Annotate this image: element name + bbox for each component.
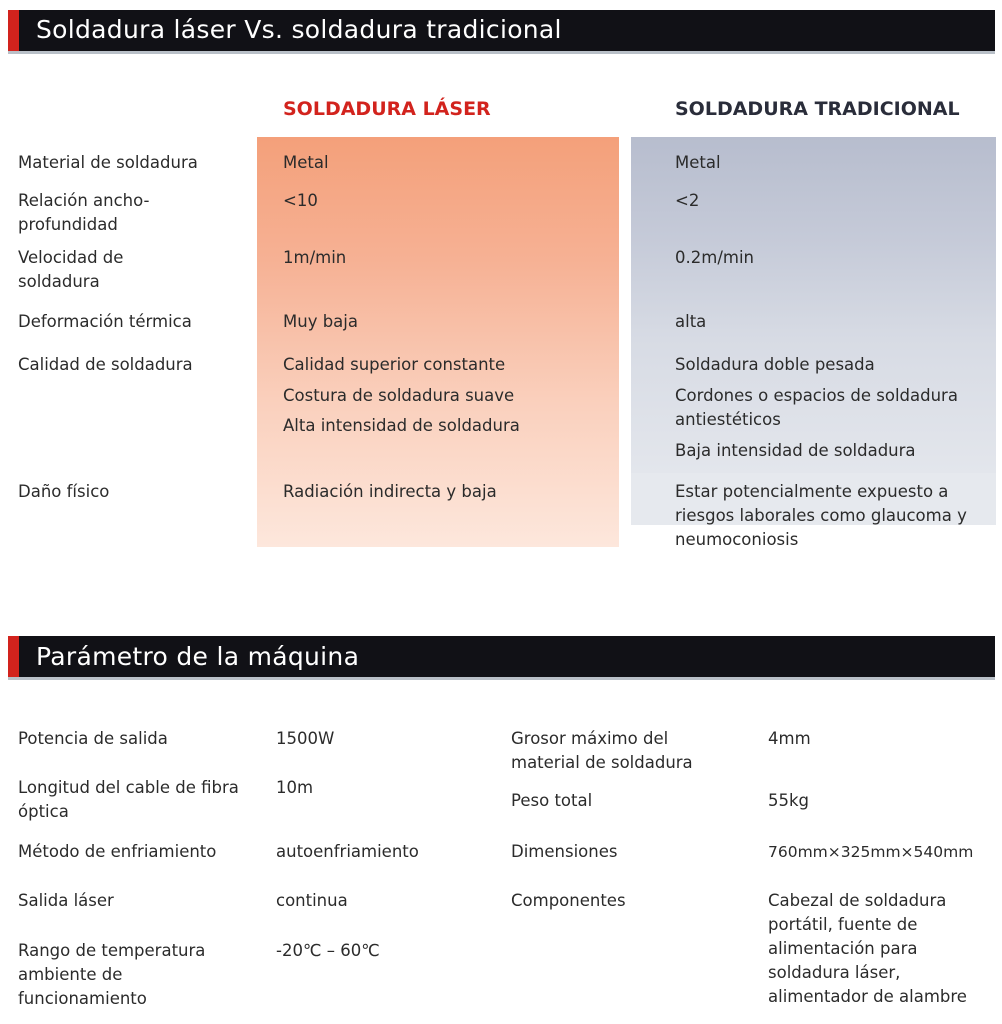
section-header-parameters [8, 636, 995, 680]
param-label: Longitud del cable de fibra óptica [18, 778, 239, 821]
laser-column-header: SOLDADURA LÁSER [283, 98, 491, 120]
laser-value: Costura de soldadura suave [283, 386, 515, 405]
param-label: Rango de temperatura ambiente de funcionamiento [18, 941, 206, 1008]
laser-value: Radiación indirecta y baja [283, 482, 497, 501]
param-value: 1500W [276, 729, 335, 748]
traditional-value: Cordones o espacios de soldadura antiestéticos [675, 386, 958, 429]
row-label: Daño físico [18, 482, 110, 501]
param-value: 55kg [768, 791, 810, 810]
traditional-value: alta [675, 312, 707, 331]
laser-value: Metal [283, 153, 329, 172]
laser-value: Alta intensidad de soldadura [283, 416, 520, 435]
laser-value: <10 [283, 191, 318, 210]
header-accent [8, 10, 19, 51]
traditional-value: 0.2m/min [675, 248, 754, 267]
laser-value: Muy baja [283, 312, 358, 331]
traditional-value: Metal [675, 153, 721, 172]
row-label: Relación ancho-profundidad [18, 191, 150, 234]
param-label: Grosor máximo del material de soldadura [511, 729, 693, 772]
param-value: continua [276, 891, 348, 910]
section-title: Parámetro de la máquina [36, 642, 360, 671]
param-value: 760mm×325mm×540mm [768, 843, 974, 861]
param-value: 10m [276, 778, 314, 797]
param-label: Potencia de salida [18, 729, 168, 748]
param-value: 4mm [768, 729, 811, 748]
param-label: Salida láser [18, 891, 114, 910]
traditional-value: Soldadura doble pesada [675, 355, 875, 374]
row-label: Velocidad de soldadura [18, 248, 124, 291]
param-label: Peso total [511, 791, 593, 810]
laser-value: Calidad superior constante [283, 355, 506, 374]
traditional-column-header: SOLDADURA TRADICIONAL [675, 98, 960, 120]
traditional-value: Baja intensidad de soldadura [675, 441, 916, 460]
param-value: Cabezal de soldadura portátil, fuente de alimentación para soldadura láser, alimentador de alambre [768, 891, 967, 1006]
traditional-value: Estar potencialmente expuesto a riesgos laborales como glaucoma y neumoconiosis [675, 482, 967, 549]
traditional-value: <2 [675, 191, 700, 210]
section-header-comparison [8, 10, 995, 54]
laser-value: 1m/min [283, 248, 347, 267]
param-label: Componentes [511, 891, 626, 910]
param-label: Método de enfriamiento [18, 842, 217, 861]
param-value: autoenfriamiento [276, 842, 419, 861]
row-label: Calidad de soldadura [18, 355, 193, 374]
header-accent [8, 636, 19, 677]
section-title: Soldadura láser Vs. soldadura tradicional [36, 15, 562, 44]
param-label: Dimensiones [511, 842, 618, 861]
row-label: Deformación térmica [18, 312, 192, 331]
row-label: Material de soldadura [18, 153, 198, 172]
param-value: -20℃ – 60℃ [276, 941, 380, 960]
